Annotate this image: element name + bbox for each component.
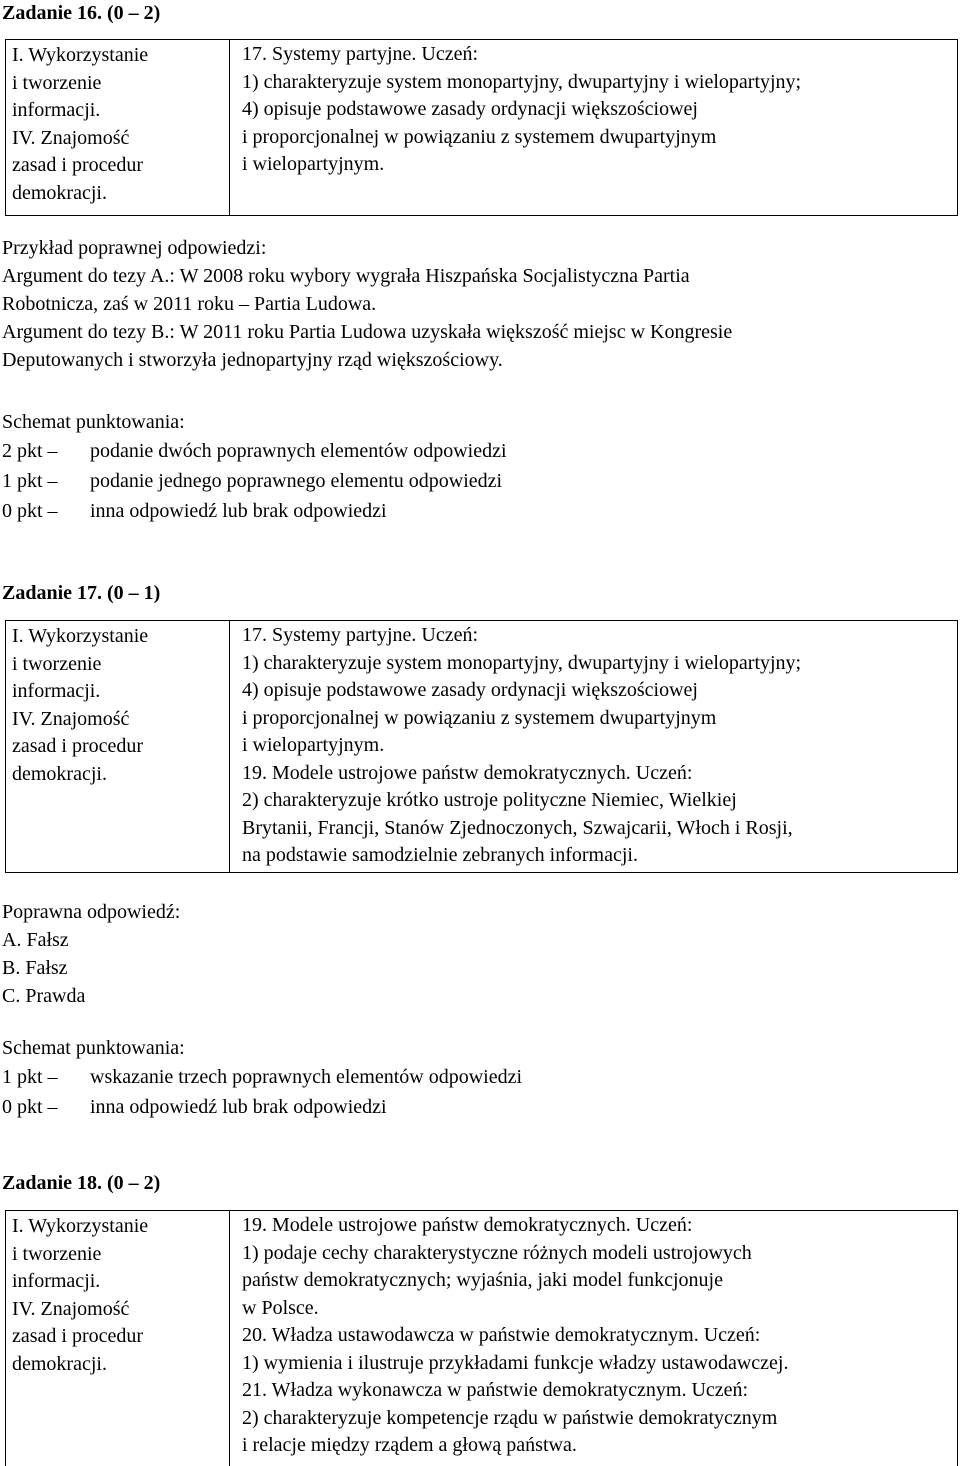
req-left-line: I. Wykorzystanie — [12, 44, 149, 66]
req-right-line: 1) podaje cechy charakterystyczne różnych modeli ustrojowych — [242, 1241, 752, 1264]
req-right-line: Brytanii, Francji, Stanów Zjednoczonych, Szwajcarii, Włoch i Rosji, — [242, 816, 793, 839]
answer-line: A. Fałsz — [2, 929, 69, 951]
req-right-line: 19. Modele ustrojowe państw demokratycznych. Uczeń: — [242, 1214, 693, 1236]
req-right-line: w Polsce. — [242, 1296, 319, 1319]
task16-requirements-right — [231, 40, 957, 215]
req-right-line: państw demokratycznych; wyjaśnia, jaki model funkcjonuje — [242, 1269, 723, 1291]
task17-answer — [2, 898, 958, 1010]
req-left-line: IV. Znajomość — [12, 707, 130, 730]
task18-title: Zadanie 18. (0 – 2) — [2, 1172, 161, 1194]
req-right-line: 2) charakteryzuje kompetencje rządu w państwie demokratycznym — [242, 1406, 778, 1429]
task16-scoring — [2, 408, 958, 526]
req-left-line: i tworzenie — [12, 652, 102, 675]
req-left-line: IV. Znajomość — [12, 1297, 130, 1320]
answer-line: Deputowanych i stworzyła jednopartyjny rząd większościowy. — [2, 349, 503, 371]
answer-line: C. Prawda — [2, 985, 86, 1007]
req-left-line: demokracji. — [12, 181, 107, 204]
req-right-line: 1) wymienia i ilustruje przykładami funkcje władzy ustawodawczej. — [242, 1351, 789, 1374]
scoring-points: 1 pkt – — [2, 1066, 58, 1088]
scoring-heading: Schemat punktowania: — [2, 1037, 185, 1059]
scoring-points: 0 pkt – — [2, 1096, 58, 1118]
task17-requirements-right — [231, 621, 957, 872]
req-left-line: zasad i procedur — [12, 735, 144, 757]
req-right-line: 17. Systemy partyjne. Uczeń: — [242, 43, 479, 65]
task18-requirements-right — [231, 1211, 957, 1466]
req-left-line: demokracji. — [12, 1352, 107, 1375]
scoring-heading: Schemat punktowania: — [2, 411, 185, 433]
answer-line: Argument do tezy B.: W 2011 roku Partia Ludowa uzyskała większość miejsc w Kongresie — [2, 321, 733, 343]
req-right-line: i wielopartyjnym. — [242, 734, 385, 756]
req-left-line: informacji. — [12, 1270, 101, 1292]
req-left-line: IV. Znajomość — [12, 126, 130, 149]
req-left-line: i tworzenie — [12, 71, 102, 94]
req-left-line: demokracji. — [12, 762, 107, 785]
task16-answer — [2, 234, 958, 374]
answer-line: Robotnicza, zaś w 2011 roku – Partia Ludowa. — [2, 293, 377, 315]
req-left-line: zasad i procedur — [12, 154, 144, 176]
req-left-line: informacji. — [12, 99, 101, 121]
scoring-points: 2 pkt – — [2, 440, 58, 462]
req-right-line: 4) opisuje podstawowe zasady ordynacji większościowej — [242, 679, 698, 701]
req-right-line: 21. Władza wykonawcza w państwie demokratycznym. Uczeń: — [242, 1379, 749, 1401]
answer-heading: Przykład poprawnej odpowiedzi: — [2, 237, 267, 259]
task17-requirements-left — [6, 621, 230, 872]
scoring-points: 0 pkt – — [2, 500, 58, 522]
req-left-line: zasad i procedur — [12, 1325, 144, 1347]
req-left-line: I. Wykorzystanie — [12, 1215, 149, 1237]
req-right-line: 4) opisuje podstawowe zasady ordynacji większościowej — [242, 98, 698, 120]
scoring-row — [2, 496, 958, 526]
scoring-row — [2, 1092, 958, 1122]
req-right-line: 19. Modele ustrojowe państw demokratycznych. Uczeń: — [242, 761, 693, 784]
answer-heading: Poprawna odpowiedź: — [2, 901, 181, 923]
scoring-row — [2, 436, 958, 466]
scoring-description: inna odpowiedź lub brak odpowiedzi — [90, 1096, 387, 1118]
req-right-line: i proporcjonalnej w powiązaniu z systemem dwupartyjnym — [242, 125, 717, 148]
scoring-description: inna odpowiedź lub brak odpowiedzi — [90, 500, 387, 522]
req-left-line: i tworzenie — [12, 1242, 102, 1265]
req-right-line: i relacje między rządem a głową państwa. — [242, 1434, 577, 1456]
answer-line: Argument do tezy A.: W 2008 roku wybory wygrała Hiszpańska Socjalistyczna Partia — [2, 265, 690, 287]
task16-requirements-table — [5, 39, 958, 216]
req-right-line: 20. Władza ustawodawcza w państwie demokratycznym. Uczeń: — [242, 1324, 761, 1346]
task16-requirements-left — [6, 40, 230, 215]
req-right-line: 17. Systemy partyjne. Uczeń: — [242, 624, 479, 646]
req-right-line: i proporcjonalnej w powiązaniu z systemem dwupartyjnym — [242, 706, 717, 729]
scoring-row — [2, 1062, 958, 1092]
scoring-row — [2, 466, 958, 496]
scoring-description: wskazanie trzech poprawnych elementów odpowiedzi — [90, 1066, 523, 1088]
task17-requirements-table — [5, 620, 958, 873]
scoring-description: podanie dwóch poprawnych elementów odpowiedzi — [90, 440, 507, 462]
task18-requirements-left — [6, 1211, 230, 1466]
task17-scoring — [2, 1034, 958, 1122]
scoring-description: podanie jednego poprawnego elementu odpowiedzi — [90, 470, 503, 492]
req-right-line: na podstawie samodzielnie zebranych informacji. — [242, 844, 638, 866]
req-right-line: 1) charakteryzuje system monopartyjny, dwupartyjny i wielopartyjny; — [242, 70, 802, 93]
req-left-line: informacji. — [12, 680, 101, 702]
task18-requirements-table — [5, 1210, 958, 1466]
answer-line: B. Fałsz — [2, 957, 68, 979]
scoring-points: 1 pkt – — [2, 470, 58, 492]
req-left-line: I. Wykorzystanie — [12, 625, 149, 647]
task16-title: Zadanie 16. (0 – 2) — [2, 2, 161, 24]
req-right-line: 2) charakteryzuje krótko ustroje polityczne Niemiec, Wielkiej — [242, 789, 737, 811]
req-right-line: i wielopartyjnym. — [242, 153, 385, 175]
task17-title: Zadanie 17. (0 – 1) — [2, 582, 161, 604]
req-right-line: 1) charakteryzuje system monopartyjny, dwupartyjny i wielopartyjny; — [242, 651, 802, 674]
